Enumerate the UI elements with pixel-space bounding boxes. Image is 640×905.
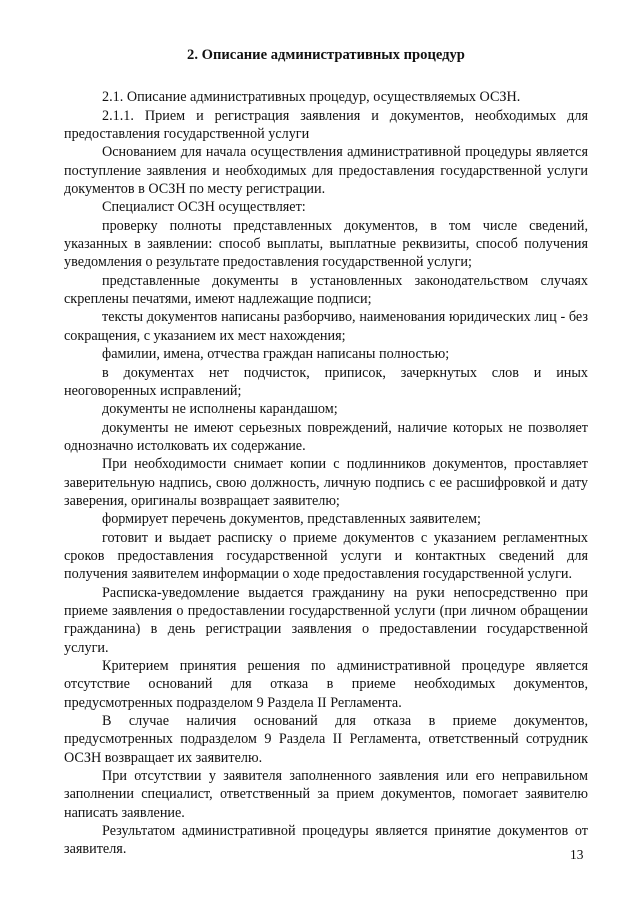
paragraph: в документах нет подчисток, приписок, зачеркнутых слов и иных неоговоренных исправлений; xyxy=(64,364,588,399)
paragraph: Критерием принятия решения по административной процедуре является отсутствие оснований для отказа в приеме необходимых документов, предусмотренных подразделом 9 Раздела II Регламента. xyxy=(64,658,588,711)
paragraph: представленные документы в установленных законодательством случаях скреплены печатями, имеют надлежащие подписи; xyxy=(64,272,588,308)
document-body xyxy=(64,46,588,859)
paragraph: готовит и выдает расписку о приеме документов с указанием регламентных сроков предоставления государственной услуги и контактных сведений для получения заявителем информации о ходе предоставления государственной услуги. xyxy=(64,529,588,583)
page-number: 13 xyxy=(570,847,584,862)
paragraph: фамилии, имена, отчества граждан написаны полностью; xyxy=(102,346,450,363)
paragraph: документы не исполнены карандашом; xyxy=(102,401,338,418)
paragraph: Расписка-уведомление выдается гражданину на руки непосредственно при приеме заявления о предоставлении государственной услуги (при личном обращении гражданина) в день регистрации заявления о предоставлении государственной услуги. xyxy=(64,584,588,656)
paragraph: Результатом административной процедуры является принятие документов от заявителя. xyxy=(64,823,588,858)
paragraph: Специалист ОСЗН осуществляет: xyxy=(102,199,306,216)
paragraph: формирует перечень документов, представленных заявителем; xyxy=(102,511,481,528)
paragraph: Основанием для начала осуществления административной процедуры является поступление заявления и необходимых для предоставления государственной услуги документов в ОСЗН по месту регистрации. xyxy=(64,144,588,198)
paragraph: При необходимости снимает копии с подлинников документов, проставляет заверительную надпись, свою должность, личную подпись с ее расшифровкой и дату заверения, оригиналы возвращает заявителю; xyxy=(64,456,588,509)
paragraph: 2.1. Описание административных процедур, осуществляемых ОСЗН. xyxy=(102,89,521,106)
paragraph: В случае наличия оснований для отказа в приеме документов, предусмотренных подразделом 9 Раздела II Регламента, ответственный сотрудник ОСЗН возвращает их заявителю. xyxy=(64,713,588,766)
paragraph: 2.1.1. Прием и регистрация заявления и документов, необходимых для предоставления государственной услуги xyxy=(64,107,588,143)
section-title: 2. Описание административных процедур xyxy=(187,47,465,63)
paragraph: При отсутствии у заявителя заполненного заявления или его неправильном заполнении специалист, ответственный за прием документов, помогает заявителю написать заявление. xyxy=(64,768,588,821)
paragraph: тексты документов написаны разборчиво, наименования юридических лиц - без сокращения, с указанием их мест нахождения; xyxy=(64,309,588,344)
paragraph: документы не имеют серьезных повреждений, наличие которых не позволяет однозначно истолковать их содержание. xyxy=(64,419,588,454)
paragraph-list xyxy=(64,88,588,858)
paragraph: проверку полноты представленных документов, в том числе сведений, указанных в заявлении: способ выплаты, выплатные реквизиты, способ получения уведомления о результате предоставления государственной услуги; xyxy=(64,217,588,271)
